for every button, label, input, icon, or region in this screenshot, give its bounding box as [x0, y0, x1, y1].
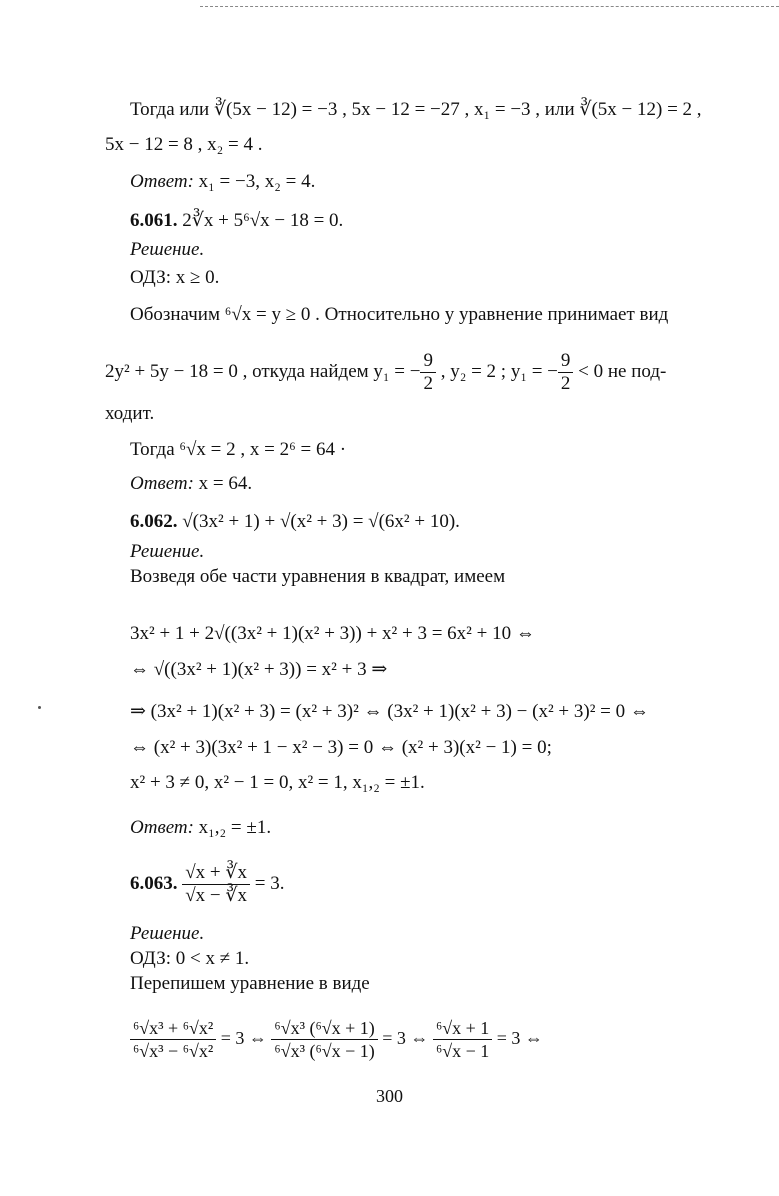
fraction-denominator: 2: [423, 373, 433, 395]
fraction-denominator: 2: [560, 373, 571, 395]
problem-6-061: [130, 209, 343, 233]
problem-number: 6.062.: [130, 511, 178, 532]
problem-fraction: [182, 862, 250, 907]
then-line: Тогда ⁶√x = 2 , x = 2⁶ = 64 ·: [130, 439, 347, 460]
scan-dot: [38, 706, 41, 709]
problem-number: 6.063.: [130, 873, 178, 894]
fraction-step-1: [130, 1017, 216, 1062]
text-line-2: 5x − 12 = 8 , x₂ = 4 .: [105, 134, 263, 155]
problem-6-062: [130, 510, 460, 534]
fraction-9-2-second: [558, 350, 574, 395]
fraction-rhs-3: = 3 ⇔: [492, 1028, 543, 1048]
solution-label: Решение.: [130, 239, 205, 260]
answer-value: x = 64.: [193, 473, 253, 494]
fraction-numerator: 9: [420, 350, 436, 373]
fraction-step-2: [271, 1017, 377, 1062]
problem-number: 6.061.: [130, 210, 178, 231]
fraction-numerator: ⁶√x³ + ⁶√x²: [130, 1017, 216, 1040]
text-line-1: Тогда или ∛(5x − 12) = −3 , 5x − 12 = −27 , x₁ = −3 , или ∛(5x − 12) = 2 ,: [130, 99, 702, 120]
fraction-numerator: ⁶√x³ (⁶√x + 1): [271, 1017, 377, 1040]
quadratic-text-c: < 0 не под-: [573, 361, 667, 382]
answer-value: x₁,₂ = ±1.: [193, 817, 272, 838]
answer-2: [130, 472, 252, 496]
answer-label: Ответ:: [130, 171, 194, 192]
problem-equation: √(3x² + 1) + √(x² + 3) = √(6x² + 10).: [177, 511, 460, 532]
scan-edge-line: [200, 6, 779, 7]
fraction-denominator: ⁶√x³ − ⁶√x²: [133, 1041, 214, 1062]
answer-1: [130, 170, 315, 194]
fraction-step-3: [433, 1017, 492, 1062]
fraction-9-2: [420, 350, 436, 395]
domain-line: ОДЗ: 0 < x ≠ 1.: [130, 948, 250, 969]
fraction-denominator: ⁶√x³ (⁶√x − 1): [274, 1041, 375, 1062]
answer-label: Ответ:: [130, 473, 194, 494]
equation-step-1: 3x² + 1 + 2√((3x² + 1)(x² + 3)) + x² + 3 = 6x² + 10 ⇔: [130, 623, 535, 644]
fraction-denominator: ⁶√x − 1: [435, 1041, 490, 1062]
domain-line: ОДЗ: x ≥ 0.: [130, 267, 220, 288]
fraction-numerator: ⁶√x + 1: [433, 1017, 492, 1040]
page-number: 300: [376, 1086, 403, 1106]
fraction-rhs-2: = 3 ⇔: [377, 1028, 433, 1048]
fraction-chain: [130, 1012, 543, 1064]
quadratic-line: [105, 348, 666, 396]
fraction-rhs-1: = 3 ⇔: [216, 1028, 272, 1048]
substitution-line: Обозначим ⁶√x = y ≥ 0 . Относительно y уравнение принимает вид: [130, 304, 669, 325]
text-hodit: ходит.: [105, 403, 155, 424]
solution-label: Решение.: [130, 541, 205, 562]
fraction-numerator: √x + ∛x: [182, 862, 250, 885]
answer-value: x₁ = −3, x₂ = 4.: [193, 171, 316, 192]
equation-step-2: ⇔ √((3x² + 1)(x² + 3)) = x² + 3 ⇒: [130, 659, 388, 680]
squaring-line: Возведя обе части уравнения в квадрат, имеем: [130, 566, 506, 587]
problem-6-063: [130, 858, 284, 910]
quadratic-text-a: 2y² + 5y − 18 = 0 , откуда найдем y₁ = −: [105, 361, 421, 382]
fraction-denominator: √x − ∛x: [185, 885, 247, 907]
equation-step-3: ⇒ (3x² + 1)(x² + 3) = (x² + 3)² ⇔ (3x² + 1)(x² + 3) − (x² + 3)² = 0 ⇔: [130, 701, 649, 722]
quadratic-text-b: , y₂ = 2 ; y₁ = −: [435, 361, 558, 382]
rewrite-line: Перепишем уравнение в виде: [130, 973, 370, 994]
answer-label: Ответ:: [130, 817, 194, 838]
equation-step-5: x² + 3 ≠ 0, x² − 1 = 0, x² = 1, x₁,₂ = ±1.: [130, 772, 425, 793]
problem-rhs: = 3.: [250, 873, 285, 894]
fraction-numerator: 9: [558, 350, 574, 373]
solution-label: Решение.: [130, 923, 205, 944]
problem-equation: 2∛x + 5⁶√x − 18 = 0.: [177, 210, 344, 231]
equation-step-4: ⇔ (x² + 3)(3x² + 1 − x² − 3) = 0 ⇔ (x² + 3)(x² − 1) = 0;: [130, 737, 552, 758]
answer-3: [130, 816, 271, 840]
